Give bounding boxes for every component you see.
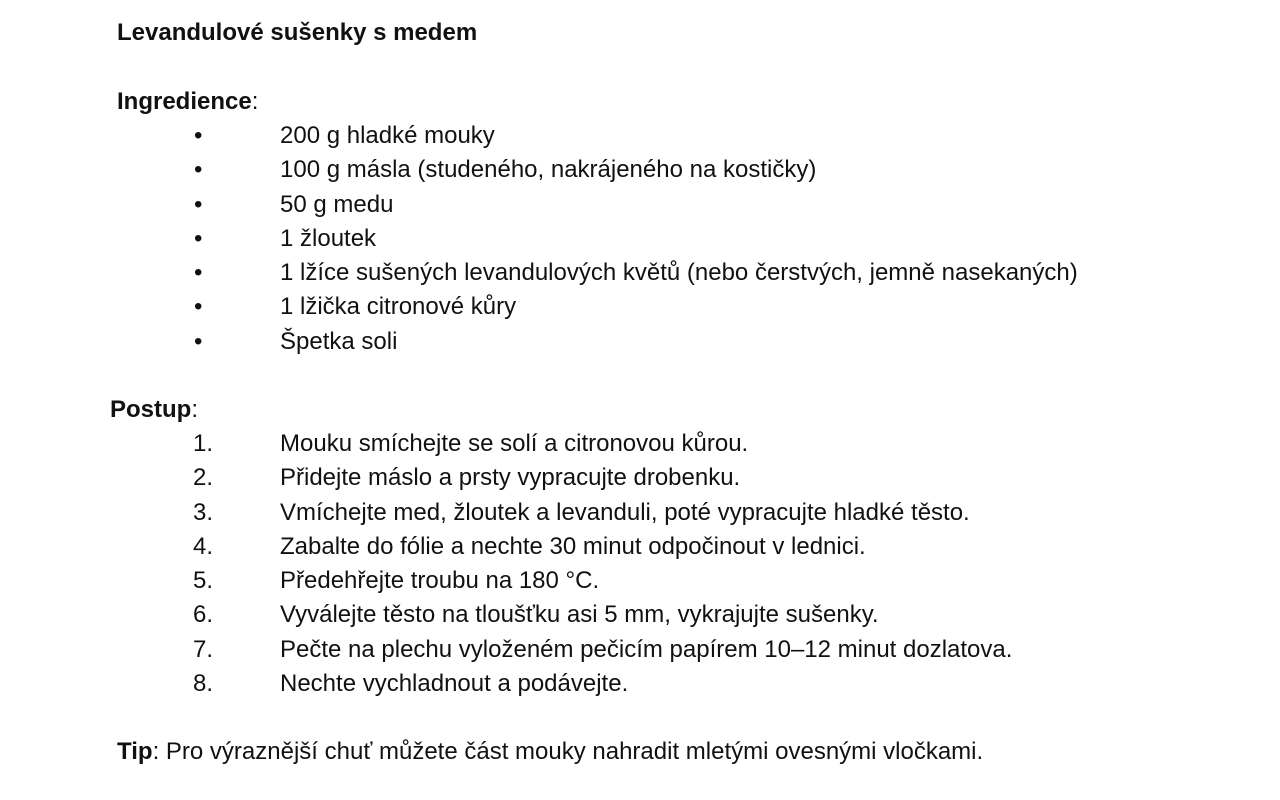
- tip-paragraph: [117, 735, 983, 769]
- step-text: Zabalte do fólie a nechte 30 minut odpočinout v lednici.: [280, 532, 866, 560]
- steps-heading-label: Postup: [110, 396, 192, 423]
- steps-heading-colon: :: [191, 396, 198, 423]
- step-number: 5.: [193, 567, 214, 595]
- ingredient-text: Špetka soli: [280, 327, 398, 355]
- bullet-marker: •: [194, 156, 203, 184]
- steps-heading: [110, 393, 198, 427]
- step-number: 2.: [193, 464, 214, 492]
- step-text: Přidejte máslo a prsty vypracujte drobenku.: [280, 464, 741, 492]
- step-number: 6.: [193, 601, 214, 629]
- bullet-marker: •: [194, 293, 203, 321]
- ingredient-text: 100 g másla (studeného, nakrájeného na kostičky): [280, 156, 817, 184]
- step-text: Pečte na plechu vyloženém pečicím papírem 10–12 minut dozlatova.: [280, 635, 1013, 663]
- step-number: 1.: [193, 430, 214, 457]
- step-text: Nechte vychladnout a podávejte.: [280, 670, 629, 698]
- ingredient-text: 200 g hladké mouky: [280, 122, 495, 149]
- step-text: Předehřejte troubu na 180 °C.: [280, 567, 600, 595]
- bullet-marker: •: [194, 327, 203, 355]
- step-text: Vmíchejte med, žloutek a levanduli, poté vypracujte hladké těsto.: [280, 498, 970, 526]
- recipe-title: Levandulové sušenky s medem: [117, 19, 478, 46]
- bullet-marker: •: [194, 259, 203, 287]
- ingredient-text: 1 lžička citronové kůry: [280, 293, 517, 321]
- tip-text: : Pro výraznější chuť můžete část mouky nahradit mletými ovesnými vločkami.: [152, 738, 984, 765]
- step-number: 4.: [193, 532, 214, 560]
- step-number: 3.: [193, 498, 214, 526]
- ingredients-heading-colon: :: [251, 88, 259, 115]
- bullet-marker: •: [194, 224, 203, 252]
- step-text: Vyválejte těsto na tloušťku asi 5 mm, vykrajujte sušenky.: [280, 601, 879, 629]
- bullet-marker: •: [194, 190, 203, 218]
- ingredients-heading: [117, 85, 258, 119]
- ingredient-text: 1 lžíce sušených levandulových květů (nebo čerstvých, jemně nasekaných): [280, 259, 1078, 287]
- ingredient-text: 50 g medu: [280, 190, 394, 218]
- ingredient-text: 1 žloutek: [280, 224, 377, 252]
- step-text: Mouku smíchejte se solí a citronovou kůrou.: [280, 430, 749, 457]
- step-number: 7.: [193, 635, 214, 663]
- step-number: 8.: [193, 670, 214, 698]
- tip-label: Tip: [117, 738, 153, 765]
- bullet-marker: •: [194, 122, 203, 149]
- ingredients-heading-label: Ingredience: [117, 88, 252, 115]
